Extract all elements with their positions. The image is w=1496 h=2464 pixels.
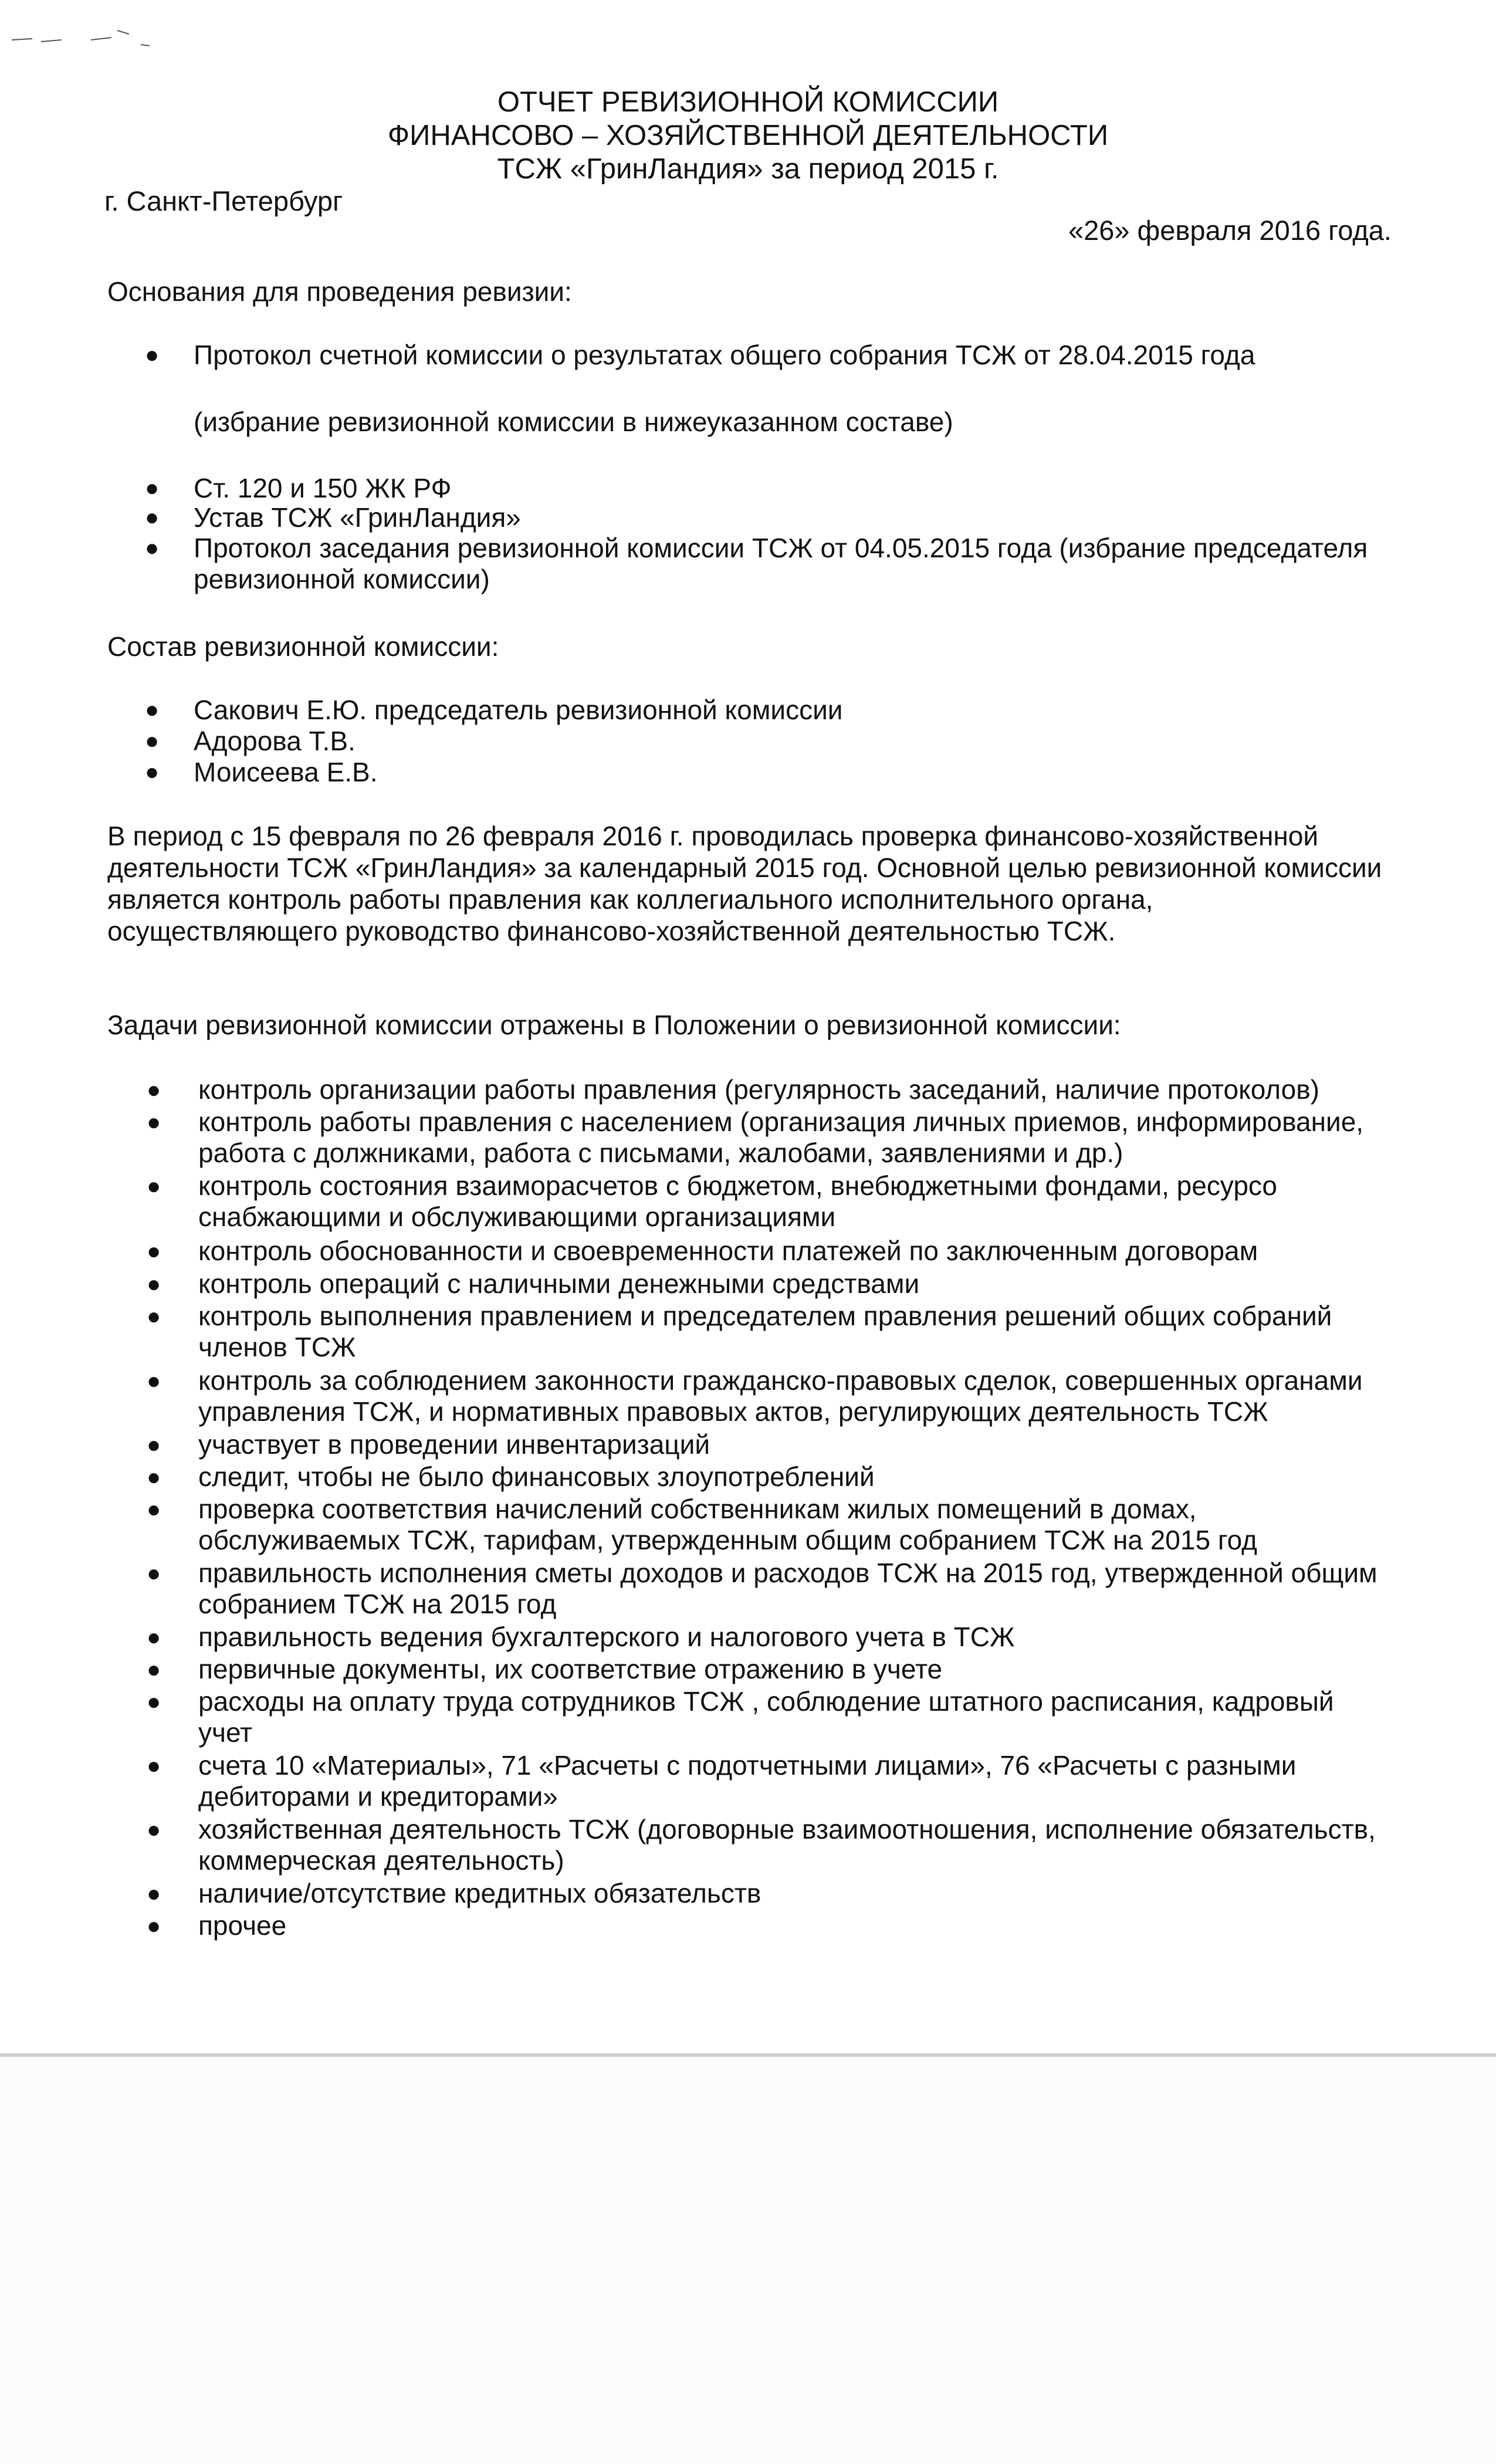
grounds-item-4-line-1: Протокол заседания ревизионной комиссии ТСЖ от 04.05.2015 года (избрание председателя	[194, 533, 1368, 563]
task-item-line-1: правильность исполнения сметы доходов и расходов ТСЖ на 2015 год, утвержденной общим	[198, 1558, 1377, 1588]
task-item-line-1: наличие/отсутствие кредитных обязательств	[198, 1878, 761, 1908]
bullet-icon: ●	[147, 1561, 161, 1586]
task-item-line-1: контроль за соблюдением законности гражданско-правовых сделок, совершенных органами	[198, 1365, 1363, 1396]
intro-line: В период с 15 февраля по 26 февраля 2016 г. проводилась проверка финансово-хозяйственной	[107, 821, 1319, 851]
member-item: Моисеева Е.В.	[194, 757, 378, 787]
bullet-icon: ●	[147, 1432, 161, 1458]
member-item: Сакович Е.Ю. председатель ревизионной комиссии	[194, 695, 843, 725]
task-item-line-1: расходы на оплату труда сотрудников ТСЖ , соблюдение штатного расписания, кадровый	[198, 1686, 1334, 1717]
task-item-line-2: собранием ТСЖ на 2015 год	[198, 1589, 557, 1619]
bullet-icon: ●	[145, 697, 160, 723]
task-item-line-1: следит, чтобы не было финансовых злоупотреблений	[198, 1461, 875, 1492]
member-item: Адорова Т.В.	[194, 726, 356, 756]
task-item-line-1: контроль работы правления с населением (организация личных приемов, информирование,	[198, 1106, 1364, 1137]
task-item-line-1: контроль выполнения правлением и председателем правления решений общих собраний	[198, 1301, 1332, 1331]
task-item-line-1: прочее	[198, 1910, 287, 1941]
task-item-line-2: работа с должниками, работа с письмами, жалобами, заявлениями и др.)	[198, 1138, 1123, 1168]
bullet-icon: ●	[147, 1304, 161, 1329]
grounds-heading: Основания для проведения ревизии:	[107, 276, 572, 307]
task-item-line-1: контроль организации работы правления (регулярность заседаний, наличие протоколов)	[198, 1074, 1319, 1105]
bullet-icon: ●	[147, 1173, 161, 1199]
tasks-heading: Задачи ревизионной комиссии отражены в Положении о ревизионной комиссии:	[107, 1010, 1121, 1040]
grounds-item-2: Ст. 120 и 150 ЖК РФ	[194, 473, 452, 503]
city: г. Санкт-Петербург	[104, 185, 343, 216]
task-item-line-2: учет	[198, 1717, 253, 1748]
bullet-icon: ●	[145, 728, 160, 754]
grounds-item-1-note: (избрание ревизионной комиссии в нижеуказанном составе)	[194, 407, 953, 437]
task-item-line-1: проверка соответствия начислений собственникам жилых помещений в домах,	[198, 1494, 1197, 1524]
bullet-icon: ●	[147, 1238, 161, 1264]
grounds-item-1: Протокол счетной комиссии о результатах общего собрания ТСЖ от 28.04.2015 года	[194, 340, 1255, 370]
task-item-line-2: членов ТСЖ	[198, 1332, 356, 1362]
bullet-icon: ●	[147, 1464, 161, 1490]
task-item-line-1: контроль обоснованности и своевременности платежей по заключенным договорам	[198, 1236, 1258, 1266]
report-title-line-3: ТСЖ «ГринЛандия» за период 2015 г.	[497, 153, 999, 185]
bullet-icon: ●	[145, 759, 160, 785]
task-item-line-1: хозяйственная деятельность ТСЖ (договорные взаимоотношения, исполнение обязательств,	[198, 1814, 1376, 1844]
bullet-icon: ●	[145, 475, 160, 501]
grounds-item-4-line-2: ревизионной комиссии)	[194, 564, 490, 594]
task-item-line-1: первичные документы, их соответствие отражению в учете	[198, 1654, 943, 1684]
report-date: «26» февраля 2016 года.	[1068, 215, 1392, 246]
grounds-item-3: Устав ТСЖ «ГринЛандия»	[194, 502, 521, 533]
report-title-line-1: ОТЧЕТ РЕВИЗИОННОЙ КОМИССИИ	[497, 86, 999, 118]
task-item-line-1: правильность ведения бухгалтерского и налогового учета в ТСЖ	[198, 1622, 1015, 1652]
bullet-icon: ●	[147, 1689, 161, 1715]
bullet-icon: ●	[147, 1368, 161, 1394]
task-item-line-2: обслуживаемых ТСЖ, тарифам, утвержденным общим собранием ТСЖ на 2015 год	[198, 1525, 1258, 1555]
bullet-icon: ●	[147, 1913, 161, 1939]
bullet-icon: ●	[145, 342, 160, 368]
bullet-icon: ●	[147, 1109, 161, 1135]
bullet-icon: ●	[147, 1817, 161, 1843]
scan-artifact	[9, 22, 185, 52]
members-heading: Состав ревизионной комиссии:	[107, 631, 499, 662]
bullet-icon: ●	[145, 505, 160, 530]
scan-blank-area	[0, 2057, 1496, 2464]
bullet-icon: ●	[147, 1657, 161, 1683]
bullet-icon: ●	[147, 1624, 161, 1650]
task-item-line-2: дебиторами и кредиторами»	[198, 1781, 558, 1812]
intro-line: является контроль работы правления как коллегиального исполнительного органа,	[107, 884, 1153, 915]
bullet-icon: ●	[147, 1077, 161, 1103]
bullet-icon: ●	[147, 1881, 161, 1907]
task-item-line-1: контроль операций с наличными денежными средствами	[198, 1268, 920, 1299]
bullet-icon: ●	[147, 1271, 161, 1297]
task-item-line-2: коммерческая деятельность)	[198, 1845, 564, 1876]
task-item-line-2: снабжающими и обслуживающими организациями	[198, 1201, 836, 1232]
report-title-line-2: ФИНАНСОВО – ХОЗЯЙСТВЕННОЙ ДЕЯТЕЛЬНОСТИ	[387, 120, 1109, 151]
bullet-icon: ●	[145, 535, 160, 561]
bullet-icon: ●	[147, 1753, 161, 1779]
intro-line: деятельности ТСЖ «ГринЛандия» за календарный 2015 год. Основной целью ревизионной комиссии	[107, 852, 1382, 883]
bullet-icon: ●	[147, 1497, 161, 1522]
intro-line: осуществляющего руководство финансово-хозяйственной деятельностью ТСЖ.	[107, 916, 1116, 946]
task-item-line-2: управления ТСЖ, и нормативных правовых актов, регулирующих деятельность ТСЖ	[198, 1396, 1268, 1427]
task-item-line-1: участвует в проведении инвентаризаций	[198, 1429, 710, 1460]
task-item-line-1: счета 10 «Материалы», 71 «Расчеты с подотчетными лицами», 76 «Расчеты с разными	[198, 1750, 1297, 1781]
task-item-line-1: контроль состояния взаиморасчетов с бюджетом, внебюджетными фондами, ресурсо	[198, 1170, 1278, 1201]
